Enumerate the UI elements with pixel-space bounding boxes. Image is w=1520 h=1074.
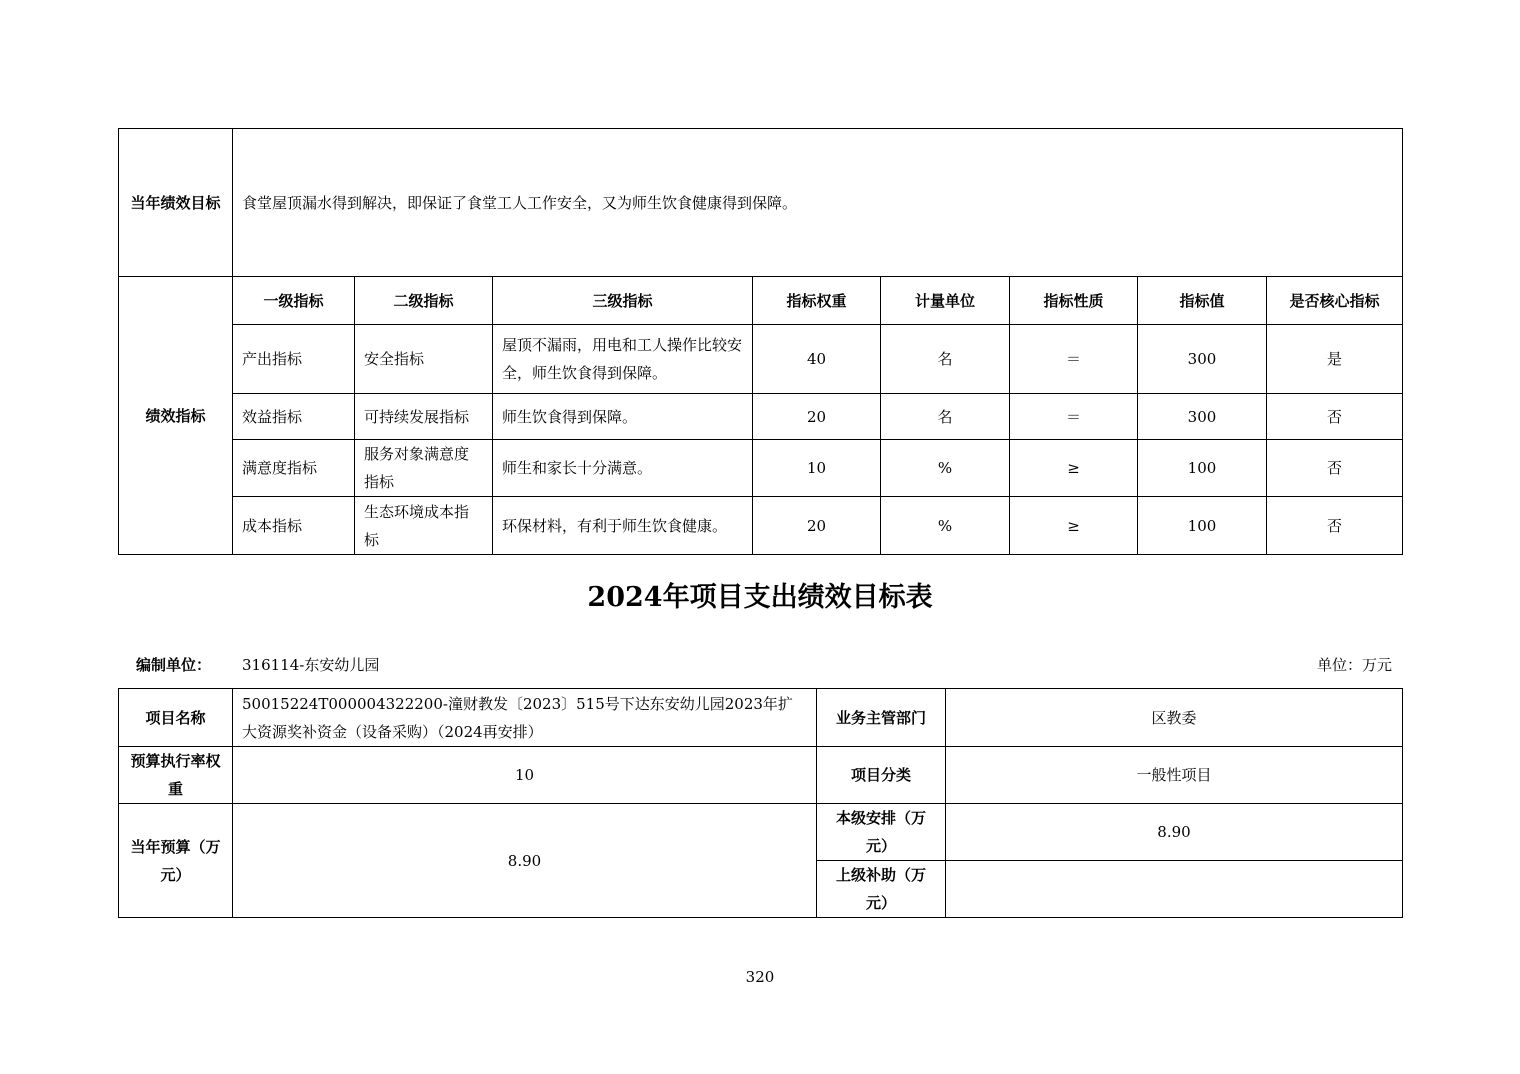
- currency-unit: 单位：万元: [1316, 656, 1392, 674]
- nature-cell: ＝: [1010, 325, 1138, 394]
- level3-cell: 环保材料，有利于师生饮食健康。: [493, 497, 753, 555]
- table-row: [119, 394, 1403, 440]
- core-cell: 是: [1267, 325, 1403, 394]
- level3-cell: 师生饮食得到保障。: [493, 394, 753, 440]
- unit-value: 316114-东安幼儿园: [242, 656, 380, 674]
- indicator-label-cell: 绩效指标: [119, 277, 233, 555]
- level2-cell: 生态环境成本指标: [355, 497, 493, 555]
- level1-cell: 效益指标: [233, 394, 355, 440]
- project-name-label: 项目名称: [119, 689, 233, 747]
- category-value: 一般性项目: [946, 747, 1403, 804]
- header-level3: 三级指标: [493, 277, 753, 325]
- category-label: 项目分类: [817, 747, 946, 804]
- value-cell: 300: [1138, 394, 1267, 440]
- unit-cell: %: [881, 497, 1010, 555]
- project-info-table: [118, 688, 1403, 918]
- level2-cell: 安全指标: [355, 325, 493, 394]
- header-level1: 一级指标: [233, 277, 355, 325]
- unit-cell: %: [881, 440, 1010, 497]
- nature-cell: ＝: [1010, 394, 1138, 440]
- table-row: [119, 497, 1403, 555]
- level3-cell: 屋顶不漏雨，用电和工人操作比较安全，师生饮食得到保障。: [493, 325, 753, 394]
- superior-label: 上级补助（万元）: [817, 861, 946, 918]
- unit-cell: 名: [881, 325, 1010, 394]
- core-cell: 否: [1267, 497, 1403, 555]
- value-cell: 100: [1138, 497, 1267, 555]
- level2-cell: 服务对象满意度指标: [355, 440, 493, 497]
- goal-label-cell: 当年绩效目标: [119, 129, 233, 277]
- weight-cell: 10: [753, 440, 881, 497]
- nature-cell: ≥: [1010, 440, 1138, 497]
- core-cell: 否: [1267, 394, 1403, 440]
- table-row: [119, 325, 1403, 394]
- table-row: [119, 440, 1403, 497]
- unit-cell: 名: [881, 394, 1010, 440]
- unit-label: 编制单位：: [136, 656, 212, 674]
- budget-value: 8.90: [233, 804, 817, 918]
- rate-label: 预算执行率权重: [119, 747, 233, 804]
- nature-cell: ≥: [1010, 497, 1138, 555]
- level2-cell: 可持续发展指标: [355, 394, 493, 440]
- level1-cell: 满意度指标: [233, 440, 355, 497]
- document-title: 2024年项目支出绩效目标表: [587, 582, 933, 613]
- level1-cell: 产出指标: [233, 325, 355, 394]
- local-value: 8.90: [946, 804, 1403, 861]
- goal-text-cell: 食堂屋顶漏水得到解决，即保证了食堂工人工作安全，又为师生饮食健康得到保障。: [233, 129, 1403, 277]
- page-number: 320: [745, 968, 775, 986]
- core-cell: 否: [1267, 440, 1403, 497]
- value-cell: 300: [1138, 325, 1267, 394]
- weight-cell: 20: [753, 497, 881, 555]
- header-unit: 计量单位: [881, 277, 1010, 325]
- header-nature: 指标性质: [1010, 277, 1138, 325]
- value-cell: 100: [1138, 440, 1267, 497]
- header-core: 是否核心指标: [1267, 277, 1403, 325]
- dept-label: 业务主管部门: [817, 689, 946, 747]
- level3-cell: 师生和家长十分满意。: [493, 440, 753, 497]
- header-weight: 指标权重: [753, 277, 881, 325]
- dept-value: 区教委: [946, 689, 1403, 747]
- project-name-value: 50015224T000004322200-潼财教发〔2023〕515号下达东安幼儿园2023年扩大资源奖补资金（设备采购）（2024再安排）: [233, 689, 817, 747]
- weight-cell: 20: [753, 394, 881, 440]
- budget-label: 当年预算（万元）: [119, 804, 233, 918]
- weight-cell: 40: [753, 325, 881, 394]
- header-level2: 二级指标: [355, 277, 493, 325]
- header-value: 指标值: [1138, 277, 1267, 325]
- rate-value: 10: [233, 747, 817, 804]
- local-label: 本级安排（万元）: [817, 804, 946, 861]
- level1-cell: 成本指标: [233, 497, 355, 555]
- performance-goal-table: [118, 128, 1403, 555]
- superior-value: [946, 861, 1403, 918]
